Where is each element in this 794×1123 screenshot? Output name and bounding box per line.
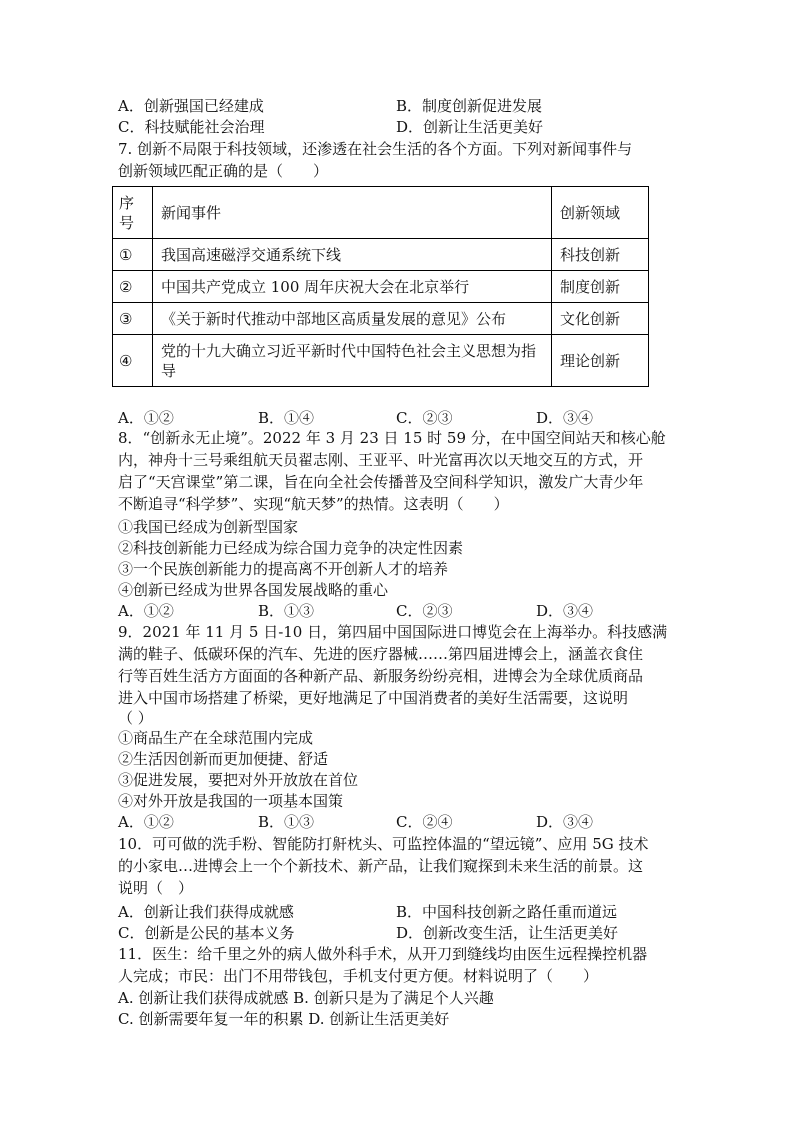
- table-cell-no: ③: [113, 303, 153, 335]
- q9-statement-2: ②生活因创新而更加便捷、舒适: [118, 750, 329, 768]
- q7-stem-line-2: 创新领域匹配正确的是（ ）: [118, 162, 329, 180]
- q9-stem-line-1: 9．2021 年 11 月 5 日-10 日，第四届中国国际进口博览会在上海举办。科技感满: [118, 623, 668, 641]
- q9-stem-line-3: 行等百姓生活方方面面的各种新产品、新服务纷纷亮相，进博会为全球优质商品: [118, 667, 644, 685]
- table-header-row: [113, 187, 649, 239]
- q10-option-d: D．创新改变生活，让生活更美好: [396, 924, 619, 942]
- q8-statement-3: ③一个民族创新能力的提高离不开创新人才的培养: [118, 560, 449, 578]
- q10-option-a: A．创新让我们获得成就感: [118, 903, 294, 921]
- q10-stem-line-3: 说明（ ）: [118, 879, 194, 897]
- q8-statement-2: ②科技创新能力已经成为综合国力竞争的决定性因素: [118, 539, 464, 557]
- table-cell-event: 党的十九大确立习近平新时代中国特色社会主义思想为指导: [153, 335, 552, 387]
- q10-option-b: B．中国科技创新之路任重而道远: [396, 903, 618, 921]
- table-cell-no: ④: [113, 335, 153, 387]
- q7-option-d: D．③④: [536, 409, 594, 427]
- table-cell-field: 科技创新: [552, 239, 649, 271]
- table-row: [113, 335, 649, 387]
- q9-statement-3: ③促进发展，要把对外开放放在首位: [118, 771, 359, 789]
- table-cell-field: 理论创新: [552, 335, 649, 387]
- q9-stem-line-5: （ ）: [118, 709, 153, 727]
- q10-stem-line-2: 的小家电…进博会上一个个新技术、新产品，让我们窥探到未来生活的前景。这: [118, 857, 644, 875]
- q7-option-b: B．①④: [258, 409, 315, 427]
- q11-options-line-1: A. 创新让我们获得成就感 B. 创新只是为了满足个人兴趣: [118, 989, 494, 1007]
- table-row: [113, 239, 649, 271]
- q9-option-a: A．①②: [118, 813, 174, 831]
- q9-option-c: C．②④: [396, 813, 453, 831]
- q11-options-line-2: C. 创新需要年复一年的积累 D. 创新让生活更美好: [118, 1010, 450, 1028]
- q7-table: [112, 186, 649, 387]
- table-row: [113, 271, 649, 303]
- q9-stem-line-4: 进入中国市场搭建了桥梁，更好地满足了中国消费者的美好生活需要，这说明: [118, 689, 629, 707]
- table-cell-no: ②: [113, 271, 153, 303]
- q8-statement-4: ④创新已经成为世界各国发展战略的重心: [118, 581, 389, 599]
- q11-stem-line-1: 11．医生：给千里之外的病人做外科手术，从开刀到缝线均由医生远程操控机器: [118, 945, 648, 963]
- q8-option-b: B．①③: [258, 602, 315, 620]
- q8-statement-1: ①我国已经成为创新型国家: [118, 518, 299, 536]
- q8-option-c: C．②③: [396, 602, 453, 620]
- table-row: [113, 303, 649, 335]
- q10-stem-line-1: 10．可可做的洗手粉、智能防打鼾枕头、可监控体温的“望远镜”、应用 5G 技术: [118, 835, 649, 853]
- q7-stem-line-1: 7. 创新不局限于科技领域，还渗透在社会生活的各个方面。下列对新闻事件与: [118, 140, 633, 158]
- q9-option-b: B．①③: [258, 813, 315, 831]
- table-cell-event: 《关于新时代推动中部地区高质量发展的意见》公布: [153, 303, 552, 335]
- q9-option-d: D．③④: [536, 813, 594, 831]
- q6-option-a: A．创新强国已经建成: [118, 97, 264, 115]
- table-cell-event: 中国共产党成立 100 周年庆祝大会在北京举行: [153, 271, 552, 303]
- table-cell-no: ①: [113, 239, 153, 271]
- table-cell-event: 我国高速磁浮交通系统下线: [153, 239, 552, 271]
- q10-option-c: C．创新是公民的基本义务: [118, 924, 295, 942]
- q8-stem-line-2: 内，神舟十三号乘组航天员翟志刚、王亚平、叶光富再次以天地交互的方式，开: [118, 451, 644, 469]
- q11-stem-line-2: 人完成；市民：出门不用带钱包，手机支付更方便。材料说明了（ ）: [118, 967, 599, 985]
- table-header-no: 序号: [113, 187, 153, 239]
- q8-stem-line-1: 8．“创新永无止境”。2022 年 3 月 23 日 15 时 59 分，在中国空间站天和核心舱: [118, 429, 666, 447]
- q6-option-c: C．科技赋能社会治理: [118, 118, 265, 136]
- q9-statement-4: ④对外开放是我国的一项基本国策: [118, 792, 344, 810]
- table-cell-field: 制度创新: [552, 271, 649, 303]
- q8-option-d: D．③④: [536, 602, 594, 620]
- q8-option-a: A．①②: [118, 602, 174, 620]
- q9-statement-1: ①商品生产在全球范围内完成: [118, 729, 314, 747]
- q9-stem-line-2: 满的鞋子、低碳环保的汽车、先进的医疗器械……第四届进博会上，涵盖衣食住: [118, 645, 644, 663]
- q7-option-c: C．②③: [396, 409, 453, 427]
- q8-stem-line-3: 启了“天宫课堂”第二课，旨在向全社会传播普及空间科学知识，激发广大青少年: [118, 473, 644, 491]
- q7-option-a: A．①②: [118, 409, 174, 427]
- q6-option-d: D．创新让生活更美好: [396, 118, 544, 136]
- table-header-event: 新闻事件: [153, 187, 552, 239]
- q6-option-b: B．制度创新促进发展: [396, 97, 543, 115]
- table-cell-field: 文化创新: [552, 303, 649, 335]
- q8-stem-line-4: 不断追寻“科学梦”、实现“航天梦”的热情。这表明（ ）: [118, 495, 509, 513]
- table-header-field: 创新领域: [552, 187, 649, 239]
